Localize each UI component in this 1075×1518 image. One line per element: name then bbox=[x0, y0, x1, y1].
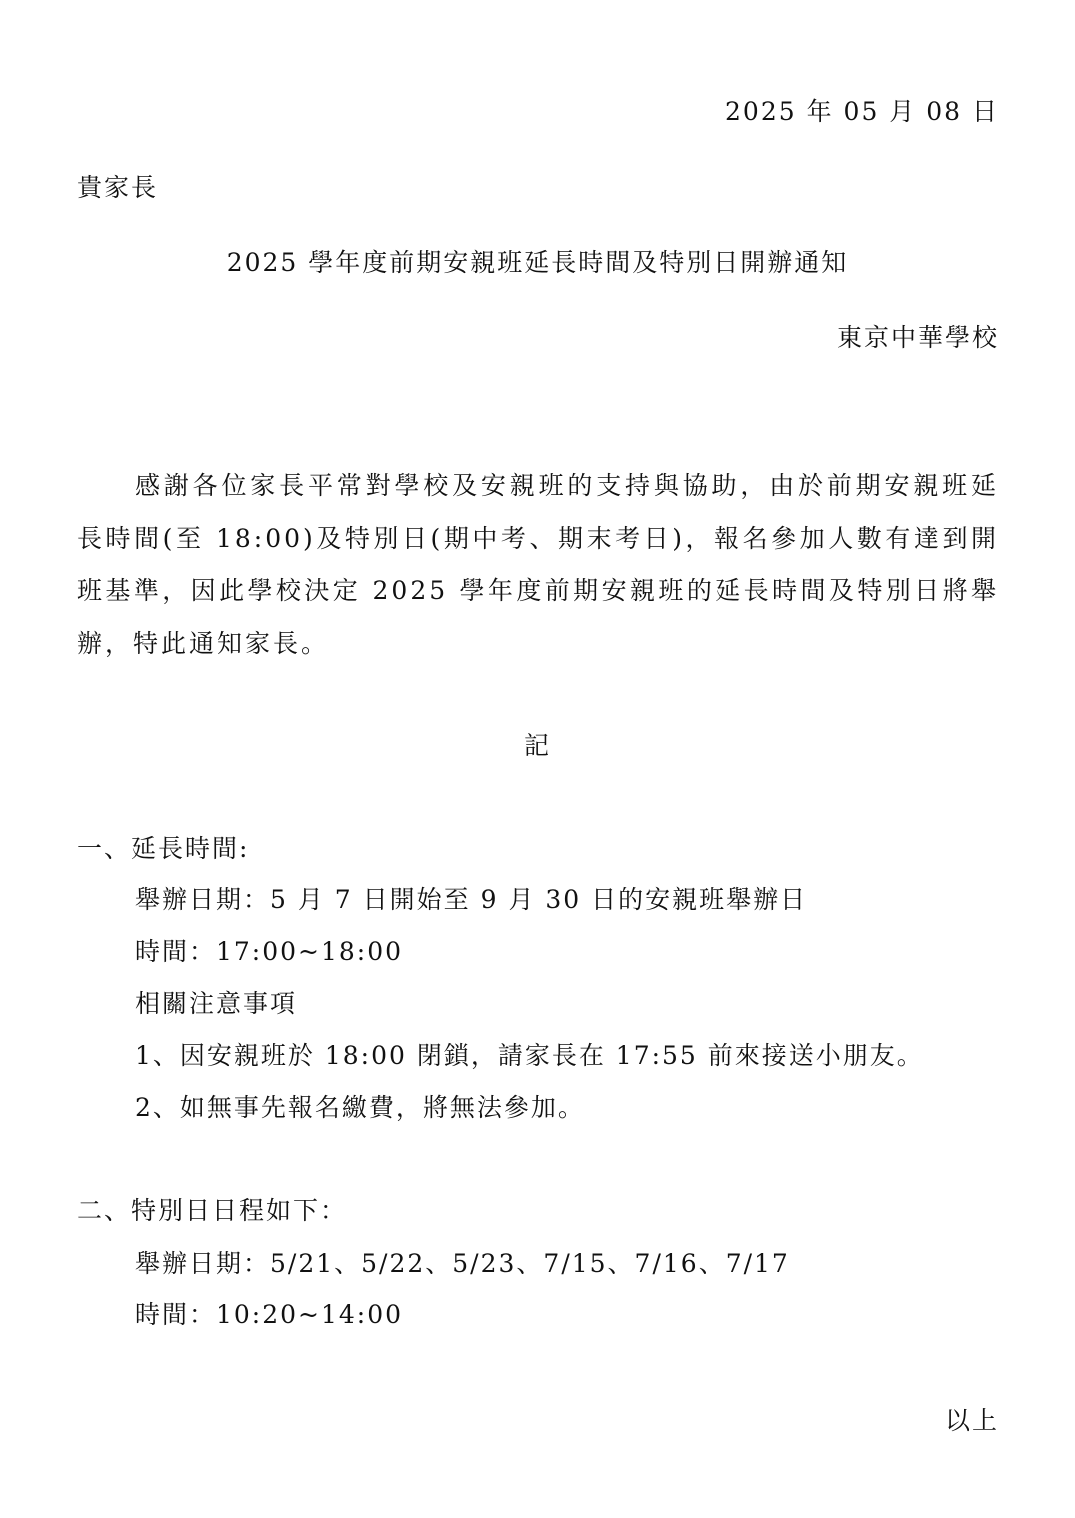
section2-time: 時間：10:20~14:00 bbox=[135, 1300, 404, 1329]
section2-heading: 二、特別日日程如下： bbox=[77, 1196, 348, 1225]
notice-date: 2025 年 05 月 08 日 bbox=[725, 97, 999, 126]
ki-marker: 記 bbox=[523, 731, 551, 760]
recipient: 貴家長 bbox=[77, 173, 159, 202]
notice-title: 2025 學年度前期安親班延長時間及特別日開辦通知 bbox=[226, 248, 849, 277]
sender: 東京中華學校 bbox=[836, 323, 999, 352]
section1-heading: 一、延長時間: bbox=[77, 834, 250, 863]
section1-note-2: 2、如無事先報名繳費，將無法參加。 bbox=[135, 1093, 585, 1122]
section1-note-1: 1、因安親班於 18:00 閉鎖，請家長在 17:55 前來接送小朋友。 bbox=[135, 1041, 924, 1070]
section1-time: 時間：17:00~18:00 bbox=[135, 937, 404, 966]
section1-dates: 舉辦日期：5 月 7 日開始至 9 月 30 日的安親班舉辦日 bbox=[135, 885, 808, 914]
section2-dates: 舉辦日期：5/21、5/22、5/23、7/15、7/16、7/17 bbox=[135, 1249, 790, 1278]
closing: 以上 bbox=[944, 1406, 999, 1435]
section1-notes-heading: 相關注意事項 bbox=[135, 989, 298, 1018]
body-paragraph: 感謝各位家長平常對學校及安親班的支持與協助，由於前期安親班延長時間(至 18:00)及特別日(期中考、期末考日)，報名參加人數有達到開班基準，因此學校決定 2025 學年度前期安親班的延長時間及特別日將舉辦，特此通知家長。 bbox=[77, 471, 999, 658]
